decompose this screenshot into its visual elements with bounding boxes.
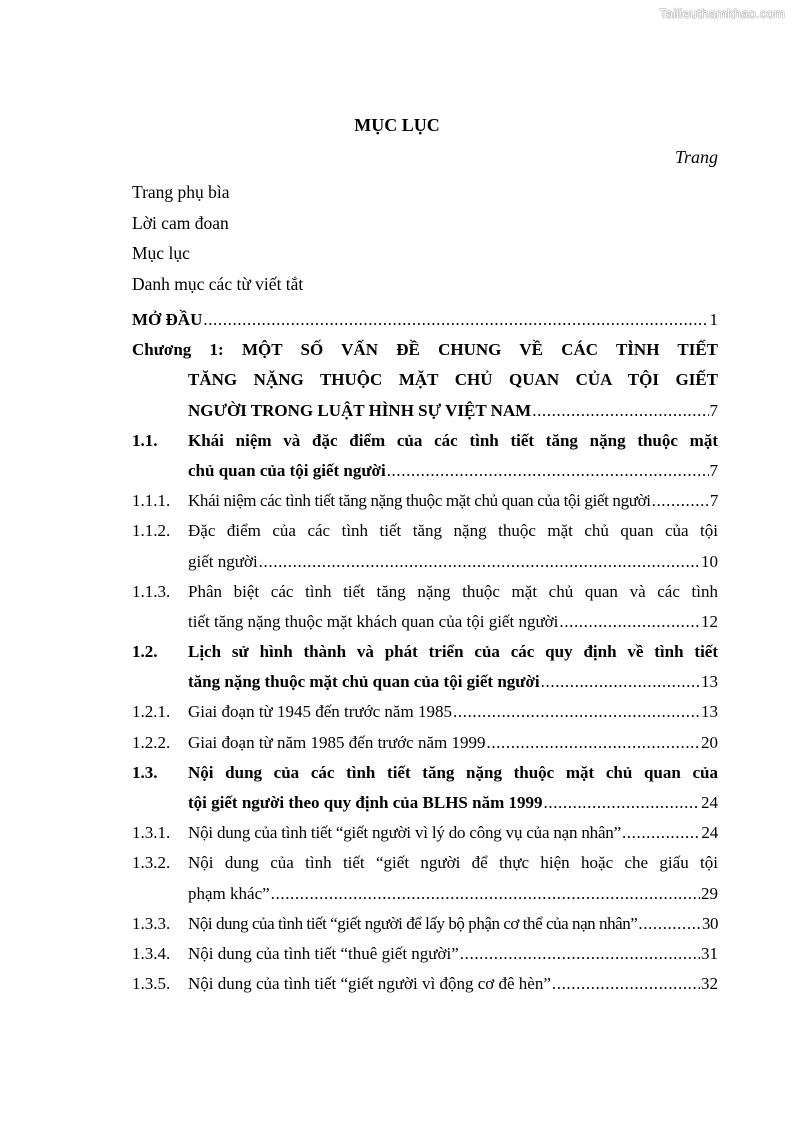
toc-entry-1-3-4[interactable] (132, 939, 718, 969)
toc-entry-1-1[interactable] (132, 426, 718, 456)
toc-entry-1-3-2-cont[interactable] (132, 879, 718, 909)
toc-entry-1-1-cont[interactable] (132, 456, 718, 486)
dot-leader (259, 547, 700, 576)
toc-page-number: 20 (701, 732, 718, 752)
toc-section-number: 1.3. (132, 762, 158, 782)
dot-leader (638, 909, 701, 938)
toc-entry-text: Nội dung của các tình tiết tăng nặng thuộc mặt chủ quan của (188, 762, 718, 782)
toc-entry-1-3-2[interactable] (132, 848, 718, 878)
page-title: MỤC LỤC (354, 115, 440, 135)
toc-entry-1-2-2[interactable] (132, 728, 718, 758)
toc-entry-text: tội giết người theo quy định của BLHS năm 1999 (188, 793, 543, 812)
front-matter-item[interactable]: Danh mục các từ viết tắt (132, 273, 304, 294)
toc-entry-1-2-1[interactable] (132, 697, 718, 727)
watermark: Tailieuthamkhao.com (659, 6, 785, 21)
toc-section-number: 1.3.3. (132, 913, 171, 933)
front-matter-list (132, 177, 303, 299)
dot-leader (271, 879, 700, 908)
front-matter-item[interactable]: Mục lục (132, 243, 190, 263)
toc-entry-1-1-2[interactable] (132, 516, 718, 546)
dot-leader (559, 607, 700, 636)
toc-entry-1-1-3[interactable] (132, 577, 718, 607)
front-matter-item[interactable]: Trang phụ bìa (132, 182, 230, 202)
toc-entry-1-3-cont[interactable] (132, 788, 718, 818)
toc-page-number: 13 (701, 702, 718, 722)
toc-entry-text: giết người (188, 551, 258, 571)
toc-entry-1-3-3[interactable] (132, 909, 718, 939)
toc-entry-text: Giai đoạn từ năm 1985 đến trước năm 1999 (188, 732, 486, 752)
toc-entry-text: Khái niệm và đặc điểm của các tình tiết tăng nặng thuộc mặt (188, 430, 718, 450)
toc-page-number: 24 (701, 793, 718, 812)
toc-page-number: 32 (701, 974, 718, 994)
toc-entry-text: chủ quan của tội giết người (188, 460, 386, 480)
toc-entry-1-2[interactable] (132, 637, 718, 667)
toc-entry-text: NGƯỜI TRONG LUẬT HÌNH SỰ VIỆT NAM (188, 400, 532, 420)
toc-entry-text: Nội dung của tình tiết “thuê giết người” (188, 943, 459, 963)
dot-leader (652, 486, 709, 515)
toc-entry-text: Lịch sử hình thành và phát triển của các quy định về tình tiết (188, 642, 718, 662)
toc-section-number: 1.1. (132, 430, 158, 450)
toc-entry-text: Nội dung của tình tiết “giết người vì động cơ đê hèn” (188, 974, 551, 994)
dot-leader (486, 728, 700, 757)
toc-page-number: 1 (709, 310, 718, 329)
toc-entry-1-1-1[interactable] (132, 486, 718, 516)
toc-section-number: 1.1.1. (132, 491, 171, 511)
toc-entry-1-3[interactable] (132, 758, 718, 788)
toc-section-number: 1.3.1. (132, 823, 171, 843)
toc-entry-text: phạm khác” (188, 883, 270, 903)
toc-page-number: 7 (709, 460, 718, 480)
toc-section-number: 1.3.4. (132, 943, 171, 963)
toc-entry-text: Khái niệm các tình tiết tăng nặng thuộc mặt chủ quan của tội giết người (188, 491, 651, 511)
dot-leader (544, 788, 701, 817)
toc-section-number: 1.1.2. (132, 521, 171, 541)
dot-leader (453, 697, 700, 726)
toc-entry-1-2-cont[interactable] (132, 667, 718, 697)
toc-entry-text: Đặc điểm của các tình tiết tăng nặng thuộc mặt chủ quan của tội (188, 521, 718, 541)
table-of-contents (132, 305, 718, 999)
toc-entry-text: Phân biệt các tình tiết tăng nặng thuộc mặt chủ quan và các tình (188, 581, 718, 601)
toc-section-number: 1.3.2. (132, 853, 171, 873)
toc-page-number: 7 (709, 400, 718, 420)
toc-entry-1-3-5[interactable] (132, 969, 718, 999)
toc-entry-intro[interactable] (132, 305, 718, 335)
toc-entry-text: Giai đoạn từ 1945 đến trước năm 1985 (188, 702, 452, 722)
toc-section-number: 1.2.2. (132, 732, 171, 752)
toc-entry-chapter-1[interactable] (132, 335, 718, 365)
toc-entry-text: TĂNG NẶNG THUỘC MẶT CHỦ QUAN CỦA TỘI GIẾT (188, 370, 718, 390)
toc-section-number: 1.1.3. (132, 581, 171, 601)
toc-entry-text: Nội dung của tình tiết “giết người vì lý do công vụ của nạn nhân” (188, 823, 621, 843)
dot-leader (532, 396, 708, 425)
toc-entry-1-1-2-cont[interactable] (132, 547, 718, 577)
toc-page-number: 13 (701, 672, 718, 692)
dot-leader (622, 818, 700, 847)
dot-leader (460, 939, 700, 968)
toc-section-number: 1.2.1. (132, 702, 171, 722)
front-matter-item[interactable]: Lời cam đoan (132, 212, 229, 233)
toc-entry-1-3-1[interactable] (132, 818, 718, 848)
toc-section-number: 1.2. (132, 642, 158, 662)
dot-leader (541, 667, 700, 696)
toc-page-number: 7 (709, 491, 718, 511)
toc-entry-text: MỞ ĐẦU (132, 310, 203, 329)
dot-leader (387, 456, 709, 485)
toc-entry-text: tăng nặng thuộc mặt chủ quan của tội giết người (188, 672, 540, 692)
dot-leader (552, 969, 700, 998)
toc-entry-text: Nội dung của tình tiết “giết người để lấy bộ phận cơ thể của nạn nhân” (188, 913, 638, 933)
page-column-header: Trang (674, 147, 718, 167)
toc-page-number: 24 (701, 823, 718, 843)
toc-entry-chapter-1-cont[interactable] (132, 365, 718, 395)
toc-section-number: 1.3.5. (132, 974, 171, 994)
toc-entry-1-1-3-cont[interactable] (132, 607, 718, 637)
toc-page-number: 30 (701, 913, 718, 933)
toc-page-number: 31 (701, 943, 718, 963)
dot-leader (203, 305, 708, 334)
toc-entry-text: Nội dung của tình tiết “giết người để thực hiện hoặc che giấu tội (188, 853, 718, 873)
toc-page-number: 12 (701, 611, 718, 631)
toc-entry-text: tiết tăng nặng thuộc mặt khách quan của tội giết người (188, 611, 559, 631)
toc-page-number: 29 (701, 883, 718, 903)
toc-page-number: 10 (701, 551, 718, 571)
toc-entry-chapter-1-cont[interactable] (132, 396, 718, 426)
toc-entry-text: Chương 1: MỘT SỐ VẤN ĐỀ CHUNG VỀ CÁC TÌNH TIẾT (132, 340, 718, 360)
